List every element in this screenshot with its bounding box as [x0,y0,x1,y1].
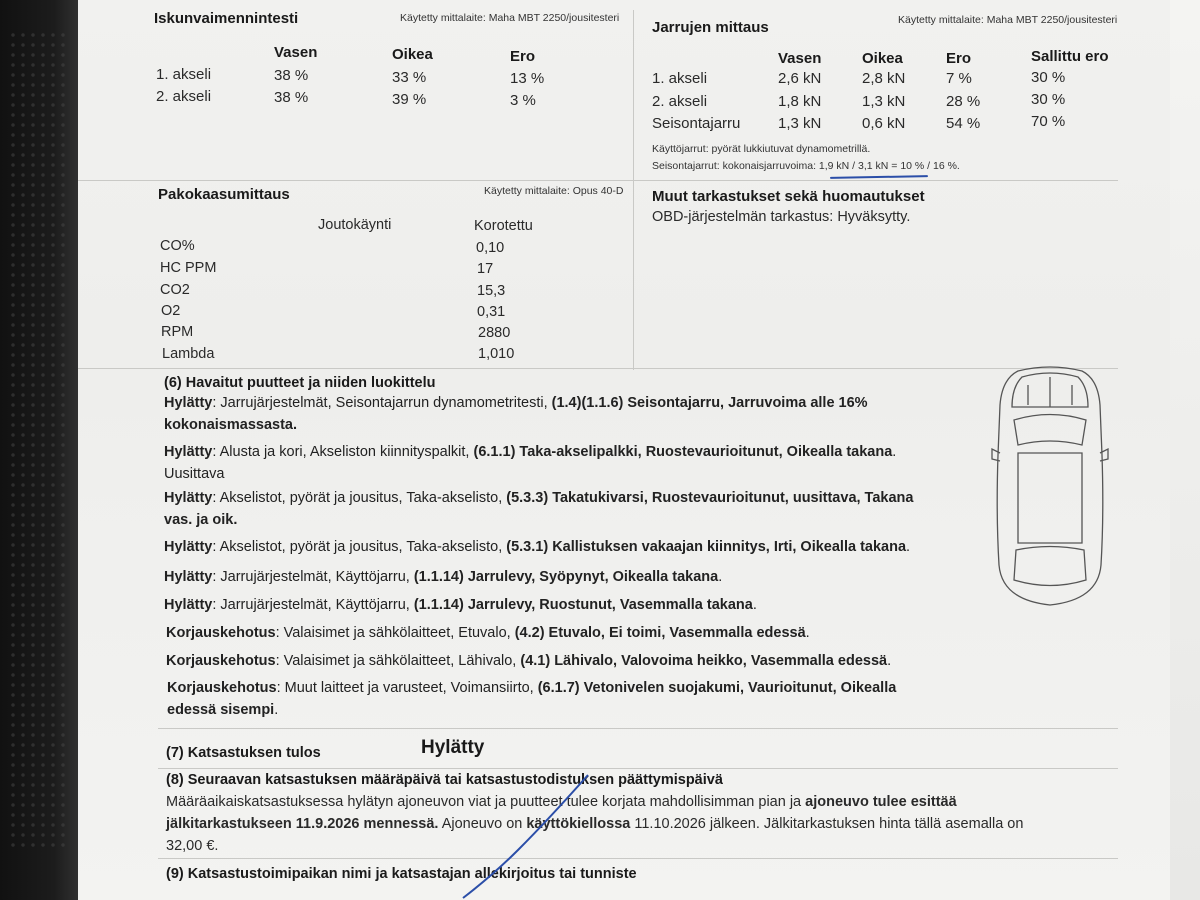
brake-header-right: Oikea [862,50,903,67]
pen-signature-stroke [458,770,598,900]
defect-text: Korjauskehotus [166,653,276,669]
next-text: Ajoneuvo on [438,816,527,832]
next-price: 32,00 €. [166,838,219,854]
brake-test-device: Käytetty mittalaite: Maha MBT 2250/jousitesteri [898,14,1118,26]
shock-test-device: Käytetty mittalaite: Maha MBT 2250/jousitesteri [400,12,620,24]
defect-text: (1.4)(1.1.6) Seisontajarru, Jarruvoima alle 16% [551,395,868,411]
shock-cell: 33 % [392,69,427,86]
background-edge [1170,0,1200,900]
defect-text: (1.1.14) Jarrulevy, Ruostunut, Vasemmalla takana [413,597,753,613]
brake-row-label: 2. akseli [652,93,708,110]
defect-text: (5.3.1) Kallistuksen vakaajan kiinnitys, Irti, Oikealla takana [506,539,907,555]
defect-text: Hylätty [164,597,213,613]
brake-cell: 70 % [1031,113,1066,130]
defect-text: (4.1) Lähivalo, Valovoima heikko, Vasemmalla edessä [520,653,888,669]
defect-text: : Valaisimet ja sähkölaitteet, Etuvalo, [275,625,515,641]
brake-header-allowed: Sallittu ero [1031,48,1109,65]
exhaust-value: 15,3 [477,283,506,299]
brake-cell: 2,8 kN [862,70,906,87]
defect-text: Hylätty [164,490,213,506]
defect-text: : Jarrujärjestelmät, Käyttöjarru, [212,569,414,585]
next-ban: käyttökiellossa [526,816,631,832]
brake-cell: 7 % [946,70,972,87]
defect-text: . [718,569,723,585]
exhaust-header-idle: Joutokäynti [318,217,392,233]
brake-note-service: Käyttöjarrut: pyörät lukkiutuvat dynamometrillä. [652,143,871,155]
defect-line [164,509,237,531]
brake-cell: 30 % [1031,69,1066,86]
exhaust-value: 1,010 [478,346,515,362]
exhaust-row-label: CO% [160,238,195,254]
defect-line [164,594,757,616]
shock-row-label: 1. akseli [156,66,212,83]
brake-note-parking: Seisontajarrut: kokonaisjarruvoima: 1,9 kN / 3,1 kN = 10 % / 16 %. [652,160,960,172]
shock-header-right: Oikea [392,46,433,63]
exhaust-title: Pakokaasumittaus [158,186,290,203]
brake-row-label: 1. akseli [652,70,708,87]
defect-text: : Jarrujärjestelmät, Seisontajarrun dynamometritesti, [212,395,552,411]
defect-line [164,566,722,588]
exhaust-device: Käytetty mittalaite: Opus 40-D [484,185,624,197]
defect-line [164,487,913,509]
defect-text: : Akselistot, pyörät ja jousitus, Taka-akselisto, [212,539,507,555]
defect-line [164,441,896,463]
shock-cell: 3 % [510,92,536,109]
defect-text: Korjauskehotus [167,680,277,696]
defect-line [166,650,891,672]
defect-text: . [274,702,279,718]
defect-text: Hylätty [164,539,213,555]
defect-text: (6.1.1) Taka-akselipalkki, Ruostevaurioitunut, Oikealla takana [473,444,893,460]
defects-title: (6) Havaitut puutteet ja niiden luokittelu [164,375,436,391]
defect-line [164,536,910,558]
defect-line [164,414,297,436]
next-text: Määräaikaiskatsastuksessa hylätyn ajoneuvon viat ja puutteet tulee korjata mahdollisimman pian ja [166,794,806,810]
defect-line [164,463,224,485]
brake-header-left: Vasen [778,50,822,67]
background-seat [0,0,90,900]
other-checks-title: Muut tarkastukset sekä huomautukset [652,188,925,205]
exhaust-row-label: Lambda [162,346,215,362]
defect-text: : Jarrujärjestelmät, Käyttöjarru, [212,597,414,613]
exhaust-row-label: RPM [161,324,194,340]
defect-text: (6.1.7) Vetonivelen suojakumi, Vaurioitunut, Oikealla [537,680,897,696]
brake-cell: 28 % [946,93,981,110]
defect-text: Korjauskehotus [166,625,276,641]
shock-test-title: Iskunvaimennintesti [154,10,299,27]
defect-line [167,677,896,699]
car-top-view-icon [988,365,1113,610]
pen-underline [830,175,928,179]
result-value: Hylätty [421,737,485,758]
defect-text: . [887,653,892,669]
defect-text: edessä sisempi [167,702,275,718]
shock-cell: 39 % [392,91,427,108]
shock-row-label: 2. akseli [156,88,212,105]
defect-text: vas. ja oik. [164,512,238,528]
defect-text: Hylätty [164,569,213,585]
brake-cell: 2,6 kN [778,70,822,87]
next-text-bold: ajoneuvo tulee esittää [805,794,957,810]
exhaust-value: 2880 [478,325,511,341]
brake-cell: 1,3 kN [862,93,906,110]
exhaust-header-raised: Korotettu [474,218,533,234]
defect-text: . [752,597,757,613]
defect-text: (4.2) Etuvalo, Ei toimi, Vasemmalla edessä [514,625,806,641]
inspection-report-page [78,0,1200,900]
shock-header-left: Vasen [274,44,318,61]
defect-text: Hylätty [164,395,213,411]
shock-header-diff: Ero [510,48,536,65]
exhaust-row-label: O2 [161,303,181,319]
exhaust-value: 17 [477,261,494,277]
defect-text: Hylätty [164,444,213,460]
defect-line [167,699,278,721]
next-deadline: jälkitarkastukseen 11.9.2026 mennessä. [166,816,439,832]
defect-text: (1.1.14) Jarrulevy, Syöpynyt, Oikealla takana [413,569,719,585]
defect-text: Uusittava [164,466,225,482]
defect-text: . [892,444,897,460]
defect-line [166,622,810,644]
next-title: (8) Seuraavan katsastuksen määräpäivä tai katsastustodistuksen päättymispäivä [166,772,723,788]
defect-text: kokonaismassasta. [164,417,297,433]
defect-text: : Valaisimet ja sähkölaitteet, Lähivalo, [275,653,521,669]
exhaust-row-label: CO2 [160,282,190,298]
brake-test-title: Jarrujen mittaus [652,19,769,36]
exhaust-value: 0,31 [477,304,506,320]
shock-cell: 38 % [274,67,309,84]
shock-cell: 38 % [274,89,309,106]
result-label: (7) Katsastuksen tulos [166,745,321,761]
brake-cell: 30 % [1031,91,1066,108]
signature-title: (9) Katsastustoimipaikan nimi ja katsastajan allekirjoitus tai tunniste [166,866,637,882]
brake-cell: 54 % [946,115,981,132]
shock-cell: 13 % [510,70,545,87]
defect-text: : Muut laitteet ja varusteet, Voimansiirto, [276,680,538,696]
defect-line [164,392,868,414]
brake-cell: 1,3 kN [778,115,822,132]
brake-cell: 0,6 kN [862,115,906,132]
other-checks-text: OBD-järjestelmän tarkastus: Hyväksytty. [652,209,911,225]
defect-text: . [906,539,911,555]
defect-text: : Akselistot, pyörät ja jousitus, Taka-akselisto, [212,490,507,506]
exhaust-value: 0,10 [476,240,505,256]
brake-header-diff: Ero [946,50,972,67]
defect-text: . [805,625,810,641]
exhaust-row-label: HC PPM [160,260,217,276]
brake-row-label: Seisontajarru [652,115,741,132]
defect-text: (5.3.3) Takatukivarsi, Ruostevaurioitunut, uusittava, Takana [506,490,914,506]
brake-cell: 1,8 kN [778,93,822,110]
next-text: 11.10.2026 jälkeen. Jälkitarkastuksen hinta tällä asemalla on [630,816,1024,832]
defect-text: : Alusta ja kori, Akseliston kiinnityspalkit, [212,444,474,460]
